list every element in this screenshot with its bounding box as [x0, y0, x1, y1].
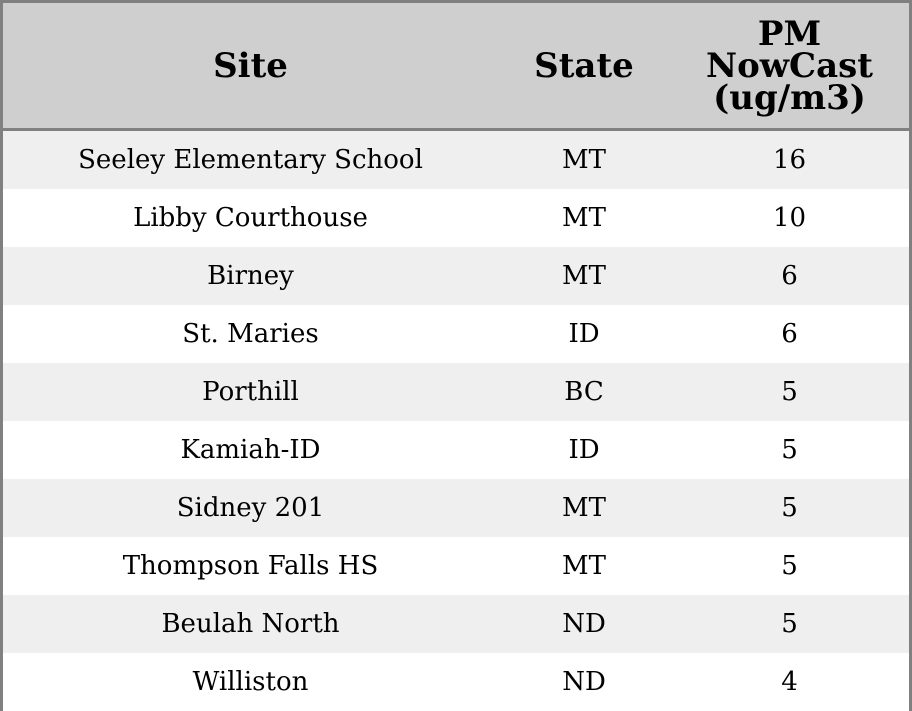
table-row — [3, 421, 909, 479]
cell-state: MT — [498, 130, 670, 190]
cell-pm: 6 — [670, 247, 909, 305]
header-pm-line-1: PM — [757, 13, 822, 54]
header-pm-line-3: (ug/m3) — [713, 77, 866, 118]
cell-state: MT — [498, 479, 670, 537]
table-row — [3, 653, 909, 711]
cell-site: Seeley Elementary School — [3, 130, 498, 190]
header-row — [3, 3, 909, 130]
cell-state: ND — [498, 653, 670, 711]
header-pm-nowcast — [670, 3, 909, 130]
table-row — [3, 247, 909, 305]
cell-site: Birney — [3, 247, 498, 305]
table-row — [3, 595, 909, 653]
cell-site: Williston — [3, 653, 498, 711]
cell-site: Sidney 201 — [3, 479, 498, 537]
table-header — [3, 3, 909, 130]
cell-pm: 5 — [670, 595, 909, 653]
header-pm-line-2: NowCast — [706, 45, 873, 86]
cell-state: BC — [498, 363, 670, 421]
header-site: Site — [3, 3, 498, 130]
table-body — [3, 130, 909, 711]
cell-pm: 4 — [670, 653, 909, 711]
cell-state: MT — [498, 537, 670, 595]
cell-state: ND — [498, 595, 670, 653]
cell-pm: 10 — [670, 189, 909, 247]
cell-site: Libby Courthouse — [3, 189, 498, 247]
cell-pm: 5 — [670, 363, 909, 421]
cell-pm: 5 — [670, 537, 909, 595]
cell-state: MT — [498, 189, 670, 247]
cell-pm: 16 — [670, 130, 909, 190]
table-row — [3, 363, 909, 421]
table-row — [3, 189, 909, 247]
table-row — [3, 479, 909, 537]
cell-pm: 5 — [670, 421, 909, 479]
cell-site: St. Maries — [3, 305, 498, 363]
table-row — [3, 130, 909, 190]
header-state: State — [498, 3, 670, 130]
pm-nowcast-table — [3, 3, 909, 711]
cell-site: Kamiah-ID — [3, 421, 498, 479]
table-row — [3, 305, 909, 363]
cell-pm: 6 — [670, 305, 909, 363]
cell-site: Thompson Falls HS — [3, 537, 498, 595]
cell-state: ID — [498, 421, 670, 479]
cell-state: ID — [498, 305, 670, 363]
cell-pm: 5 — [670, 479, 909, 537]
cell-site: Porthill — [3, 363, 498, 421]
cell-state: MT — [498, 247, 670, 305]
table-row — [3, 537, 909, 595]
cell-site: Beulah North — [3, 595, 498, 653]
